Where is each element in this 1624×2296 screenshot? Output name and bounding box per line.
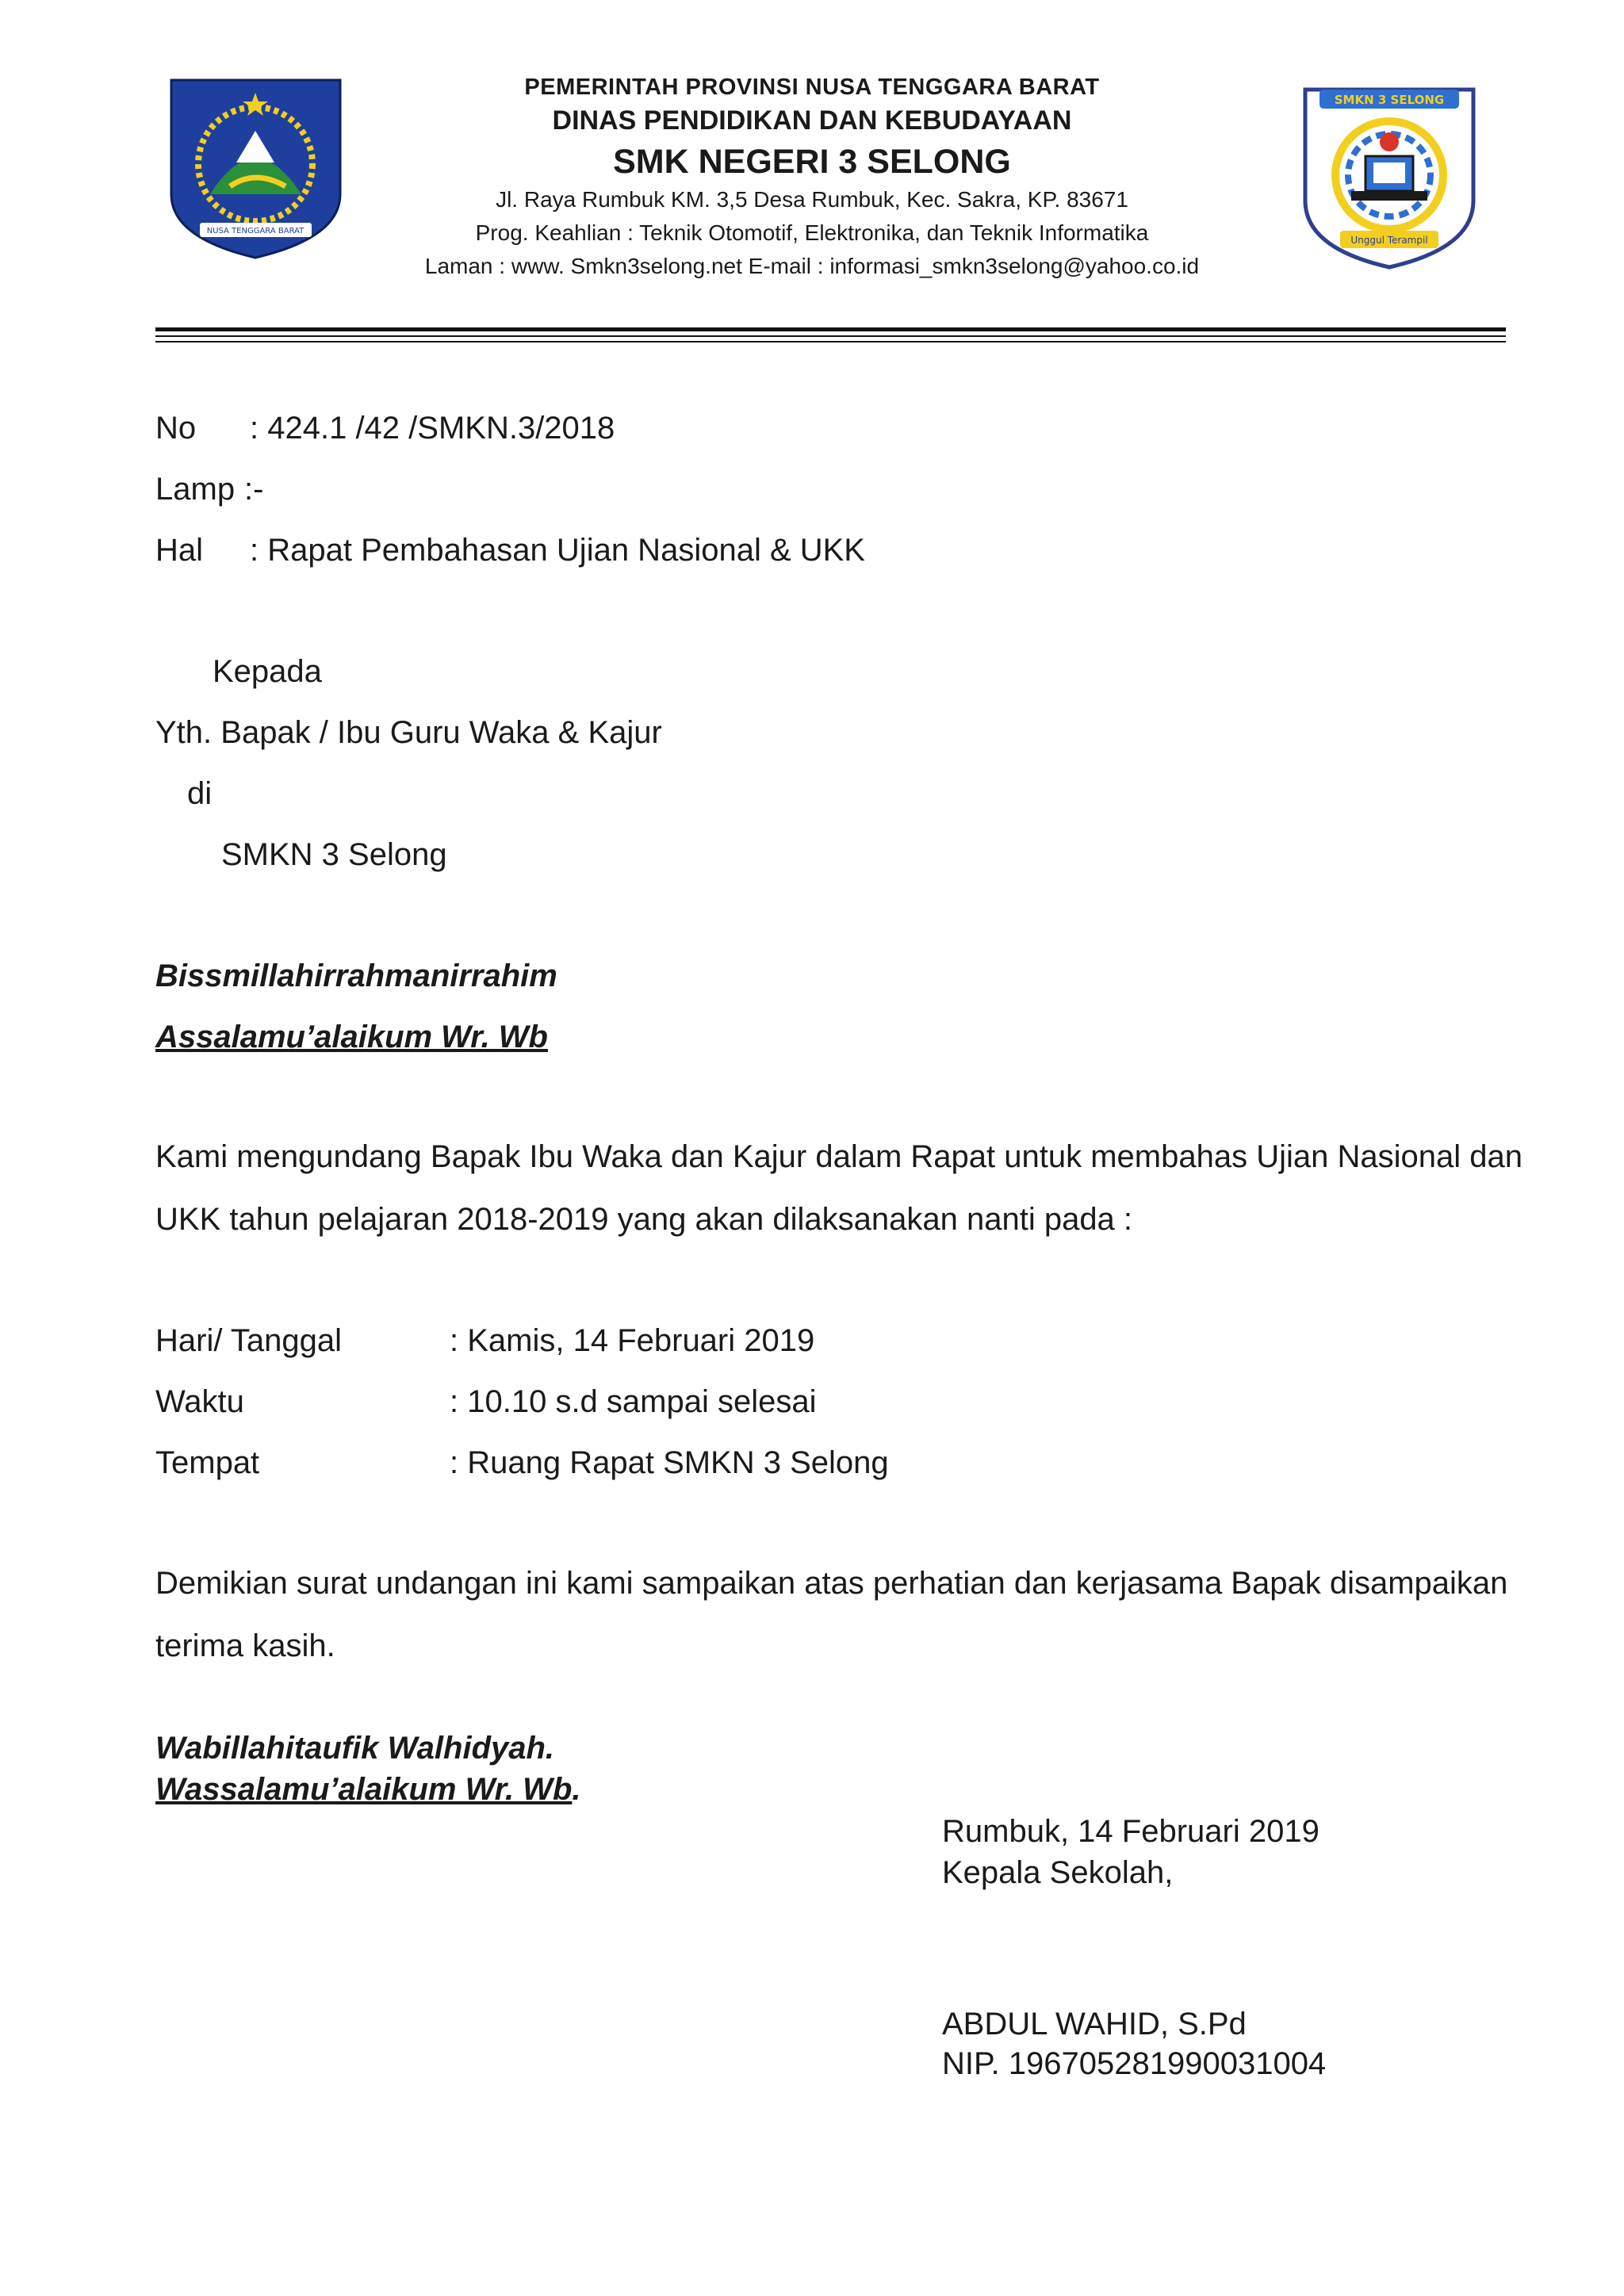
header-contact: Laman : www. Smkn3selong.net E-mail : informasi_smkn3selong@yahoo.co.id xyxy=(424,254,1200,278)
closing-period: . xyxy=(572,1772,581,1807)
signature-place-date: Rumbuk, 14 Februari 2019 xyxy=(942,1814,1320,1849)
signature-nip: NIP. 196705281990031004 xyxy=(942,2046,1327,2081)
header-department: DINAS PENDIDIKAN DAN KEBUDAYAAN xyxy=(552,105,1072,136)
body-paragraph-1-line-2: UKK tahun pelajaran 2018-2019 yang akan dilaksanakan nanti pada : xyxy=(155,1202,1133,1237)
number-label: No xyxy=(155,411,197,446)
detail-label-place: Tempat xyxy=(155,1445,260,1480)
detail-label-time: Waktu xyxy=(155,1384,244,1419)
smkn3-logo-banner-text: SMKN 3 SELONG xyxy=(1334,93,1445,107)
ntb-emblem-ribbon-text: NUSA TENGGARA BARAT xyxy=(206,227,304,235)
body-paragraph-2-line-2: terima kasih. xyxy=(155,1628,335,1663)
subject-label: Hal xyxy=(155,533,204,568)
opening-salam: Assalamu’alaikum Wr. Wb xyxy=(155,1020,548,1054)
header-address: Jl. Raya Rumbuk KM. 3,5 Desa Rumbuk, Kec. Sakra, KP. 83671 xyxy=(496,187,1128,212)
basmalah: Bissmillahirrahmanirrahim xyxy=(155,959,557,993)
body-paragraph-2-line-1: Demikian surat undangan ini kami sampaikan atas perhatian dan kerjasama Bapak disampaikan xyxy=(155,1566,1508,1601)
detail-value-date: : Kamis, 14 Februari 2019 xyxy=(450,1323,815,1358)
header-programs: Prog. Keahlian : Teknik Otomotif, Elektronika, dan Teknik Informatika xyxy=(475,220,1149,245)
smkn3-logo-motto: Unggul Terampil xyxy=(1350,235,1428,246)
header-government: PEMERINTAH PROVINSI NUSA TENGGARA BARAT xyxy=(524,75,1100,100)
closing-line-1: Wabillahitaufik Walhidyah. xyxy=(155,1731,555,1766)
closing-salam: Wassalamu’alaikum Wr. Wb xyxy=(155,1772,573,1807)
recipient-di: di xyxy=(187,776,213,811)
subject-value: : Rapat Pembahasan Ujian Nasional & UKK xyxy=(250,533,865,568)
closing-line-2 xyxy=(155,1770,581,1808)
recipient-place: SMKN 3 Selong xyxy=(221,837,447,872)
number-value: : 424.1 /42 /SMKN.3/2018 xyxy=(250,411,615,446)
body-paragraph-1-line-1: Kami mengundang Bapak Ibu Waka dan Kajur dalam Rapat untuk membahas Ujian Nasional dan xyxy=(155,1139,1522,1174)
letterhead-divider-thin-2 xyxy=(155,341,1506,342)
signature-position: Kepala Sekolah, xyxy=(942,1855,1174,1890)
attachment-label: Lamp xyxy=(155,472,236,507)
recipient-yth: Yth. Bapak / Ibu Guru Waka & Kajur xyxy=(155,715,662,750)
recipient-kepada: Kepada xyxy=(213,654,322,689)
signature-name: ABDUL WAHID, S.Pd xyxy=(942,2007,1247,2042)
detail-value-time: : 10.10 s.d sampai selesai xyxy=(450,1384,817,1419)
detail-value-place: : Ruang Rapat SMKN 3 Selong xyxy=(450,1445,889,1480)
letterhead-divider-thick xyxy=(155,327,1506,331)
attachment-value: :- xyxy=(244,472,264,507)
letterhead-divider-thin xyxy=(155,335,1506,337)
detail-label-date: Hari/ Tanggal xyxy=(155,1323,342,1358)
header-school-name: SMK NEGERI 3 SELONG xyxy=(613,143,1011,181)
